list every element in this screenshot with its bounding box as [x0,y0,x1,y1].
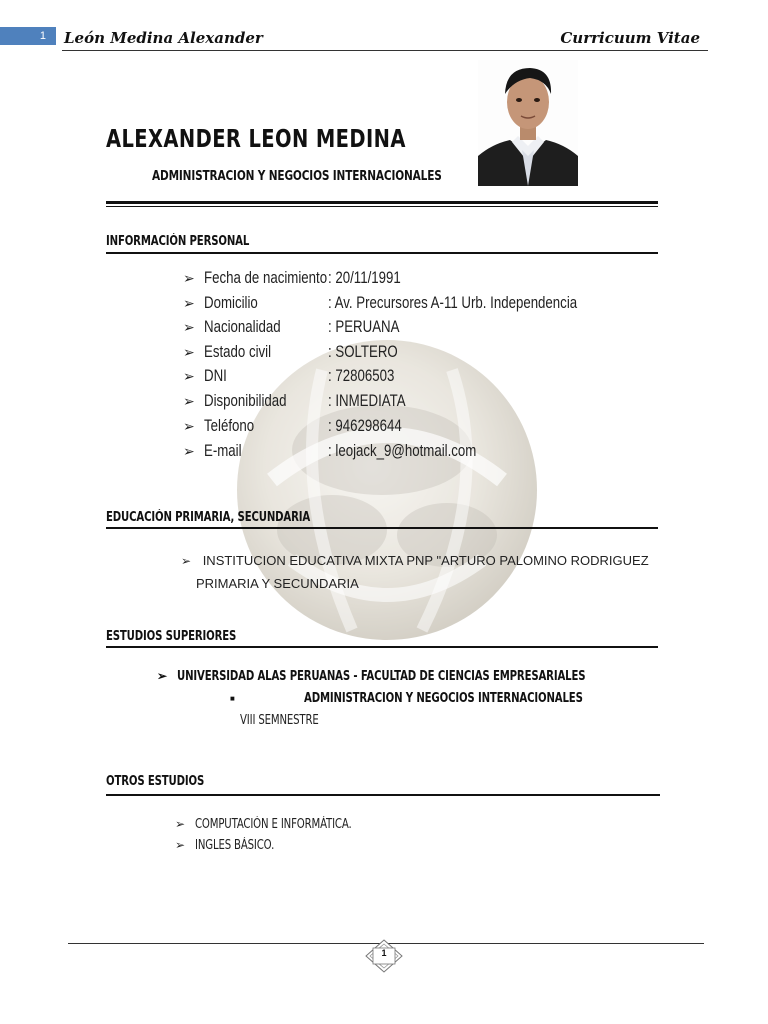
section-divider-personal [106,252,658,254]
arrow-bullet-icon: ➢ [175,838,185,852]
university-entry [157,668,700,684]
arrow-bullet-icon: ➢ [183,443,195,459]
other-study-item: ➢ COMPUTACIÓN E INFORMÁTICA. [175,817,352,832]
arrow-bullet-icon: ➢ [183,393,195,409]
arrow-bullet-icon: ➢ [183,418,195,434]
section-heading-other-studies: OTROS ESTUDIOS [106,774,205,789]
program-entry [230,690,662,706]
section-divider-primary-education [106,527,658,529]
section-heading-personal: INFORMACIÓN PERSONAL [106,234,250,249]
arrow-bullet-icon: ➢ [183,270,195,286]
header-divider [62,50,708,51]
arrow-bullet-icon: ➢ [175,817,185,831]
program-name: ADMINISTRACION Y NEGOCIOS INTERNACIONALES [304,691,584,706]
footer-page-number: 1 [381,948,387,958]
arrow-bullet-icon: ➢ [183,368,195,384]
other-study-item: ➢ INGLES BÁSICO. [175,838,274,853]
page-number-tab: 1 [0,27,56,45]
title-divider-thick [106,201,658,204]
header-author-name: León Medina Alexander [64,29,263,47]
candidate-career: ADMINISTRACION Y NEGOCIOS INTERNACIONALES [152,168,442,184]
header-document-title: Curricuum Vitae [560,29,700,47]
candidate-name: ALEXANDER LEON MEDINA [106,124,406,153]
arrow-bullet-icon: ➢ [183,344,195,360]
school-entry [181,553,649,568]
arrow-bullet-icon: ➢ [157,669,168,683]
arrow-bullet-icon: ➢ [183,319,195,335]
section-divider-other-studies [106,794,660,796]
section-divider-higher-education [106,646,658,648]
arrow-bullet-icon: ➢ [181,554,192,568]
page-number-badge [365,939,403,973]
section-heading-higher-education: ESTUDIOS SUPERIORES [106,629,237,644]
title-divider-thin [106,206,658,207]
arrow-bullet-icon: ➢ [183,295,195,311]
university-name: UNIVERSIDAD ALAS PERUANAS - FACULTAD DE CIENCIAS EMPRESARIALES [176,669,586,684]
semester: VIII SEMNESTRE [240,713,319,728]
school-levels: PRIMARIA Y SECUNDARIA [196,576,359,591]
square-bullet-icon: ■ [230,694,235,704]
school-name: INSTITUCION EDUCATIVA MIXTA PNP "ARTURO PALOMINO RODRIGUEZ [202,553,649,568]
section-heading-primary-education: EDUCACIÓN PRIMARIA, SECUNDARIA [106,510,311,525]
